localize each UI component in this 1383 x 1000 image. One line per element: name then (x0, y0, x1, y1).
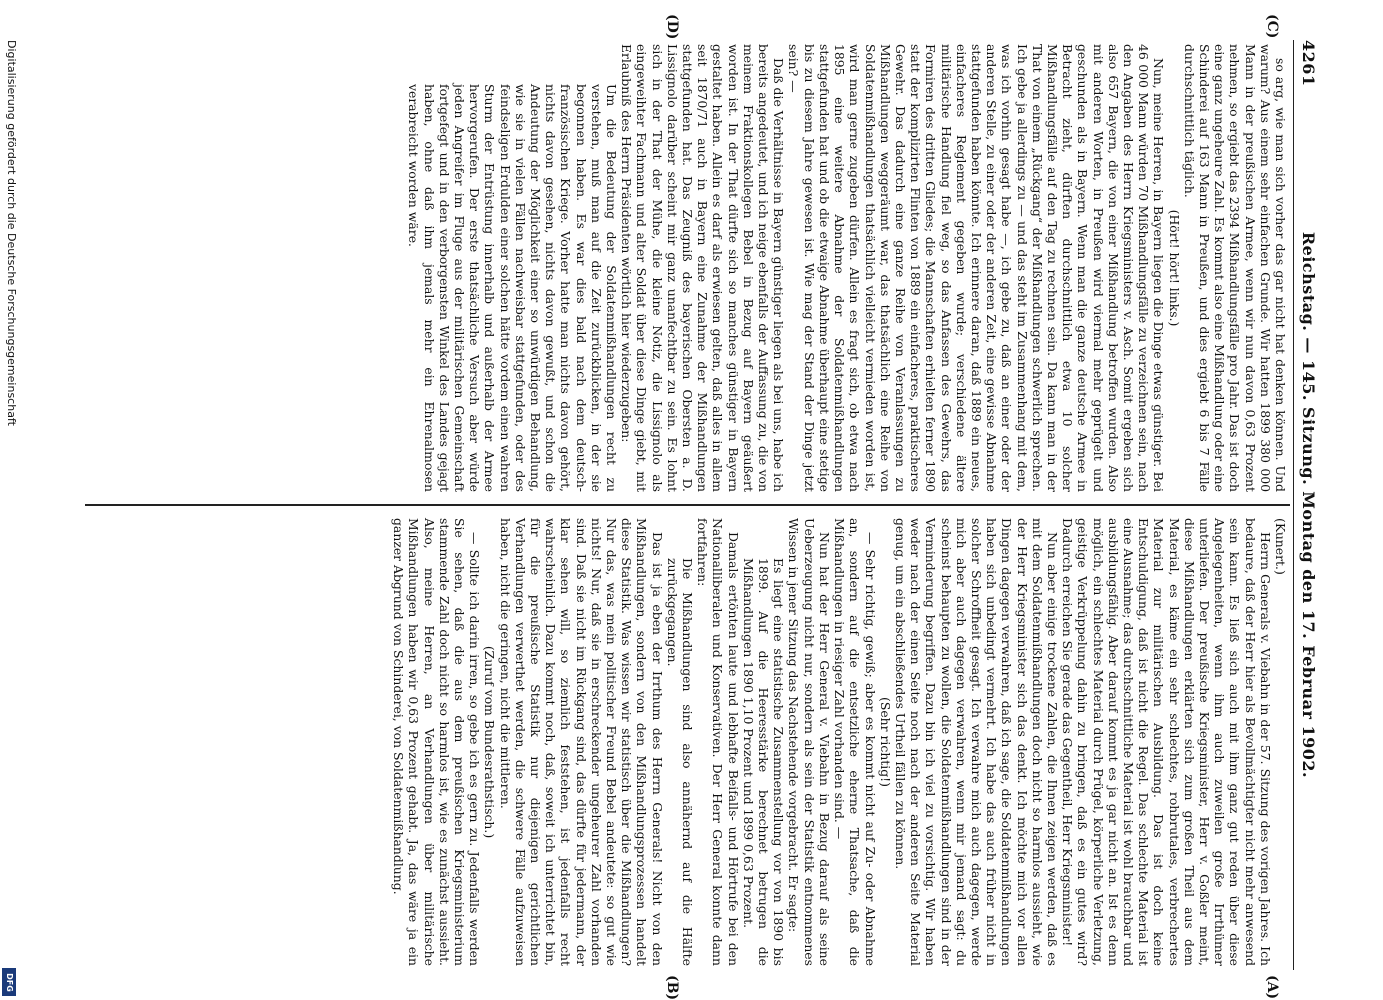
digitization-note (6, 40, 18, 960)
column-2-body (406, 44, 1288, 492)
column-divider (85, 504, 1290, 506)
paragraph: Nun aber einige trockene Zahlen, die Ihnen zeigen werden, daß es mit dem Soldatenmißhandlungen doch nicht so harmlos aussieht, wie der Herr Kriegsminister sich das denkt. Ich möchte mich vor allen Dingen dagegen verwahren, daß ich sage, die Soldatenmißhandlungen haben sich unbedingt vermehrt. Ich habe das auch früher nicht in solcher Schroffheit gesagt. Ich verwahre mich auch dagegen, werde mich aber auch dagegen verwahren, wenn mir jemand sagt: du scheinst behaupten zu wollen, die Soldatenmißhandlungen sind in der Verminderung begriffen. Dazu bin ich viel zu vorsichtig. Wir haben weder nach der einen Seite noch nach der anderen Seite Material genug, um ein abschließendes Urtheil fällen zu können. (892, 518, 1060, 966)
paragraph: Nun, meine Herren, in Bayern liegen die Dinge etwas günstiger. Bei 46 000 Mann würden 70 Mißhandlungsfälle zu verzeichnen sein, nach den Angaben des Herrn Kriegsministers v. Asch. Somit ergeben sich also 657 Bayern, die von einer Mißhandlung betroffen wurden. Also mit anderen Worten, in Preußen wird viermal mehr geprügelt und geschunden als in Bayern. Wenn man die ganze deutsche Armee in Betracht zieht, dürften durchschnittlich etwa 10 solcher Mißhandlungsfälle auf den Tag zu rechnen sein. Da kann man in der That von einem „Rückgang“ der Mißhandlungen schwerlich sprechen. Ich gebe ja allerdings zu — und das steht im Zusammenhang mit dem, was ich vorhin gesagt habe —, ich gebe zu, daß an einer oder der anderen Stelle, zu einer oder der anderen Zeit, eine gewisse Abnahme stattgefunden haben könnte. Ich erinnere daran, daß 1889 ein neues, einfacheres Reglement gegeben wurde; verschiedene ältere militärische Handlung fiel weg, so das Anfassen des Gewehrs, das Formiren des dritten Gliedes; die Mannschaften erhielten ferner 1890 statt der komplizirten Flinten von 1889 ein einfacheres, praktischeres Gewehr. Das dadurch eine ganze Reihe von Veranlassungen zu Mißhandlungen weggeräumt war, das thatsächlich eine Reihe von Soldatenmißhandlungen thatsächlich vielleicht vermieden worden ist, wird man gerne zugeben dürfen. Allein es fragt sich, ob etwa nach 1895 eine weitere Abnahme der Soldatenmißhandlungen stattgefunden hat und ob die etwaige Abnahme überhaupt eine stetige bis zu diesem Jahre gewesen ist. Wie mag der Stand der Dinge jetzt sein? — (786, 44, 1167, 492)
paragraph: (Zuruf vom Bundesrathstisch.) (482, 645, 498, 839)
paragraph: Herrn Generals v. Viebahn in der 57. Sitzung des vorigen Jahres. Ich bedaure, daß der Herr hier als Bevollmächtigter nicht mehr anwesend sein kann. Es ließ sich auch mit ihm ganz gut reden über diese Angelegenheiten, wenn ihm auch zuweilen große Irrthümer unterliefen. Der preußische Kriegsminister, Herr v. Goßler meint, diese Mißhandlungen erklärten sich zum großen Theil aus dem Material, es käme ein sehr schlechtes, rohbrutales, verbrechertes Material zur militärischen Ausbildung. Das ist doch keine Entschuldigung, daß ist nicht die Regel. Das schlechte Material ist eine Ausnahme; das durchschnittliche Material ist wohl brauchbar und ausbildungsfähig. Aber darauf kommt es ja gar nicht an. Ist es denn möglich, ein schlechtes Material durch Prügel, körperliche Verletzung, geistige Verkrüppelung dahin zu bringen, daß es ein gutes wird? Dadurch erreichen Sie gerade das Gegentheil, Herr Kriegsminister! (1060, 518, 1273, 967)
page-number: 4261 (1299, 40, 1318, 87)
paragraph: so arg, wie man sich vorher das gar nicht hat denken können. Und warum? Aus einem sehr einfachen Grunde. Wir hatten 1899 380 000 Mann in der preußischen Armee, wenn wir nun davon 0,63 Prozent nehmen, so ergiebt das 2394 Mißhandlungsfälle pro Jahr. Das ist doch eine ganz ungeheure Zahl. Es kommt also eine Mißhandlung oder eine Schinderei auf 163 Mann in Preußen, und dies ergiebt 6 bis 7 Fälle durchschnittlich täglich. (1181, 44, 1288, 492)
paragraph: — Sehr richtig, gewiß; aber es kommt nicht auf Zu- oder Abnahme an, sondern auf die entsetzliche eherne Thatsache, daß die Mißhandlungen in riesiger Zahl vorhanden sind. — (832, 518, 878, 966)
paragraph: Nun hat der Herr General v. Viebahn in Bezug darauf als seine Ueberzeugung nicht nur, sondern als sein der Statistik entnommenes Wissen in jener Sitzung das Nachstehende vorgebracht. Er sagte: (786, 518, 832, 966)
digitization-note-text: Digitalisierung gefördert durch die Deutsche Forschungsgemeinschaft (5, 40, 18, 426)
dfg-logo-text: DFG (4, 972, 14, 992)
speaker-label: (Kunert.) (1273, 518, 1288, 575)
paragraph: — Sollte ich darin irren, so gebe ich es gern zu. Jedenfalls werden Sie sehen, daß die aus dem preußischen Kriegsministerium stammende Zahl doch nicht so harmlos ist, wie es zunächst aussieht. Also, meine Herren, an Verhandlungen über militärische Mißhandlungen haben wir 0,63 Prozent gehabt. Ja, das wäre ja ein ganzer Abgrund von Schinderei, von Soldatenmißhandlung. (391, 518, 483, 966)
paragraph: Daß die Verhältnisse in Bayern günstiger liegen als bei uns, habe ich bereits angedeutet, und ich neige ebenfalls der Auffassung zu, die von meinem Fraktionskollegen Bebel in Bezug auf Bayern geäußert worden ist. In der That dürfte sich so manches günstiger in Bayern gestaltet haben. Allein es darf als erwiesen gelten, daß alles in allem seit 1870/71 auch in Bayern eine Zunahme der Mißhandlungen stattgefunden hat. Das Zeugniß des bayerischen Obersten a. D. Lissignolo darüber scheint mir ganz unanfechtbar zu sein. Es lohnt sich in der That der Mühe, die kleine Notiz, die Lissignolo als eingeweihter Fachmann und alter Soldat über diese Dinge giebt, mit Erlaubniß des Herrn Präsidenten wörtlich hier wiederzugeben: (619, 44, 787, 492)
dfg-logo (2, 968, 16, 996)
paragraph: Die Mißhandlungen sind also annähernd auf die Hälfte zurückgegangen. (664, 558, 696, 966)
rotated-sheet (75, 14, 1320, 1000)
column-1 (391, 518, 1288, 966)
paragraph: (Sehr richtig!) (877, 697, 893, 787)
paragraph: Es liegt eine statistische Zusammenstellung vor von 1890 bis 1899. Auf die Heeresstärke berechnet betrugen die Mißhandlungen 1890 1,10 Prozent und 1899 0,63 Prozent. (740, 558, 787, 966)
page-header (1293, 40, 1320, 970)
paragraph: Damals ertönten laute und lebhafte Beifalls- und Hörtrufe bei den Nationalliberalen und Konservativen. Der Herr General konnte dann fortfahren: (695, 518, 741, 966)
column-2 (406, 44, 1288, 492)
margin-letter-c: (C) (1264, 14, 1280, 39)
margin-letter-b: (B) (664, 975, 680, 1000)
page-title: Reichstag. — 145. Sitzung. Montag den 17. Februar 1902. (1299, 231, 1318, 779)
paragraph: (Hört! hört! links.) (1166, 209, 1182, 327)
margin-letter-a: (A) (1264, 975, 1280, 1000)
paragraph: Um die Bedeutung der Soldatenmißhandlungen recht zu verstehen, muß man auf die Zeit zurückblicken, in der sie begonnen haben. Es war dies bald nach dem deutsch-französischen Kriege. Vorher hatte man nichts davon gehört, nichts davon gesehen, nichts davon gewußt, und schon die Andeutung der Möglichkeit einer so unwürdigen Behandlung, wie sie in vielen Fällen nachweisbar stattgefunden, oder des feindseligen Erdulden einer solchen hätte vordem einen wahren Sturm der Entrüstung innerhalb und außerhalb der Armee hervorgerufen. Der erste thatsächliche Versuch aber würde jeden Angreifer im Fluge aus der militärischen Gemeinschaft fortgefegt und in den verborgensten Winkel des Landes gejagt haben, ohne daß ihm jemals mehr ein Ehrenalmosen verabreicht worden wäre. (406, 84, 620, 492)
paragraph: Das ist ja eben der Irrthum des Herrn Generals! Nicht von den Mißhandlungen, sondern von den Mißhandlungsprozessen handelt diese Statistik. Was wissen wir statistisch über die Mißhandlungen? Nur das, was mein politischer Freund Bebel andeutete: so gut wie nichts! Nur, daß sie in erschreckender ungeheurer Zahl vorhanden sind. Daß sie nicht im Rückgang sind, das dürfte für jedermann, der klar sehen will, so ziemlich feststehen, ist jedenfalls recht wahrscheinlich. Dazu kommt noch, daß, soweit ich unterrichtet bin, für die preußische Statistik nur diejenigen gerichtlichen Verhandlungen verwerthet werden, die schwere Fälle aufzuweisen haben, nicht die geringen, nicht die mittleren. (497, 518, 665, 966)
margin-letter-d: (D) (664, 14, 680, 40)
column-1-body (391, 518, 1273, 966)
